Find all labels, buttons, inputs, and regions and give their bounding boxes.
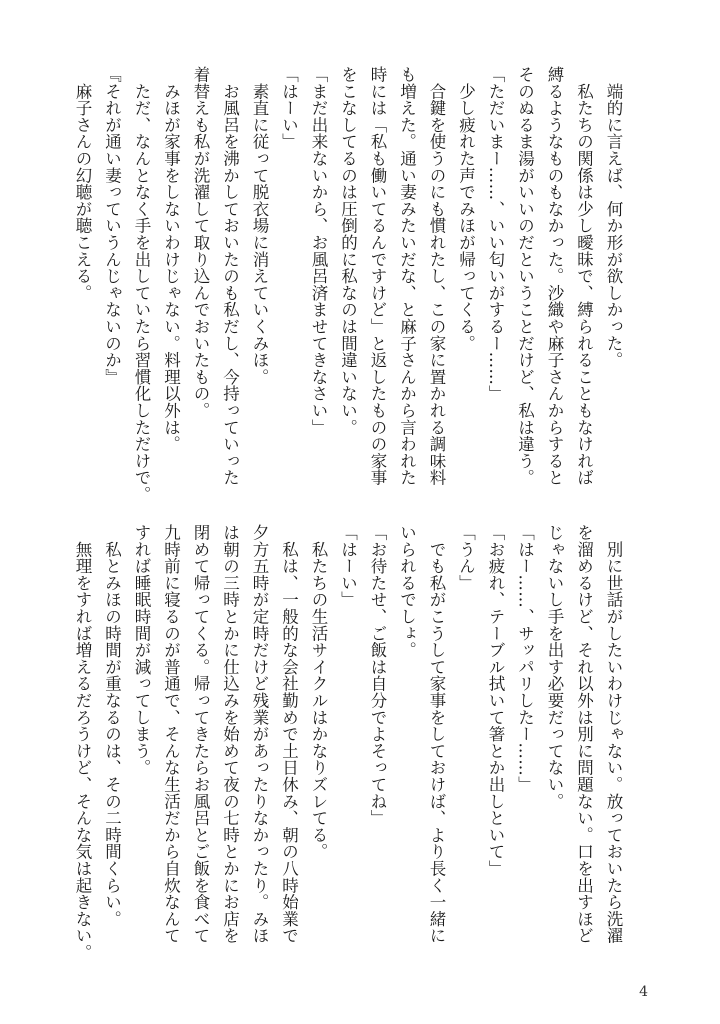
text-line: 「はー……、サッパリしたー……」 (515, 524, 535, 793)
text-line: 合鍵を使うのにも慣れたし、この家に置かれる調味料 (427, 66, 446, 486)
text-line: 私とみほの時間が重なるのは、その二時間くらい。 (102, 524, 122, 928)
text-line: 私たちの関係は少し曖昧で、縛られることもなければ (574, 66, 594, 486)
text-line: 九時前に寝るのが普通で、そんな生活だから自炊なんて (161, 524, 181, 944)
text-line: 「お疲れ、テーブル拭いて箸とか出しといて」 (486, 524, 505, 877)
text-line: 縛るようなものもなかった。沙織や麻子さんからすると (545, 66, 564, 486)
text-line: 『それが通い妻っていうんじゃないのか』 (102, 66, 122, 386)
text-line: 素直に従って脱衣場に消えていくみほ。 (250, 66, 269, 386)
text-line: 「ただいまー……、いい匂いがするー……」 (486, 66, 505, 402)
text-line: 閉めて帰ってくる。帰ってきたらお風呂とご飯を食べて (191, 524, 210, 944)
text-line: でも私がこうして家事をしておけば、より長く一緒に (427, 524, 446, 944)
text-line: 少し疲れた声でみほが帰ってくる。 (456, 66, 476, 352)
text-line: 別に世話がしたいわけじゃない。放っておいたら洗濯 (604, 524, 623, 944)
text-line: ただ、なんとなく手を出していたら習慣化しただけで。 (132, 66, 151, 503)
text-line: みほが家事をしないわけじゃない。料理以外は。 (161, 66, 181, 453)
text-line: 「はーい」 (279, 66, 299, 150)
text-line: 私たちの生活サイクルはかなりズレてる。 (309, 524, 328, 860)
text-line: も増えた。通い妻みたいだな、と麻子さんから言われた (397, 66, 417, 486)
upper-text-block (68, 66, 629, 506)
lower-text-block (68, 524, 629, 964)
text-line: 「うん」 (456, 524, 476, 592)
text-line: 「まだ出来ないから、お風呂済ませてきなさい」 (309, 66, 328, 436)
text-line: 端的に言えば、何か形が欲しかった。 (604, 66, 623, 369)
text-line: 私は、一般的な会社勤めで土日休み、朝の八時始業で (279, 524, 299, 944)
text-line: そのぬるま湯がいいのだということだけど、私は違う。 (515, 66, 535, 486)
text-line: 夕方五時が定時だけど残業があったりなかったり。みほ (250, 524, 269, 944)
text-line: 時には「私も働いてるんですけど」と返したものの家事 (368, 66, 387, 486)
text-line: 「はーい」 (338, 524, 358, 608)
text-line: すれば睡眠時間が減ってしまう。 (132, 524, 151, 776)
text-line: 着替えも私が洗濯して取り込んでおいたもの。 (191, 66, 210, 419)
text-line: を溜めるけど、それ以外は別に問題ない。口を出すほど (574, 524, 594, 944)
text-line: 麻子さんの幻聴が聴こえる。 (73, 66, 92, 302)
text-line: いられるでしょ。 (397, 524, 417, 659)
text-line: 無理をすれば増えるだろうけど、そんな気は起きない。 (73, 524, 92, 961)
text-line: じゃないし手を出す必要だってない。 (545, 524, 564, 810)
page-number: 4 (639, 984, 648, 1000)
text-line: お風呂を沸かしておいたのも私だし、今持っていった (220, 66, 240, 486)
text-line: 「お待たせ、ご飯は自分でよそってね」 (368, 524, 387, 827)
text-line: は朝の三時とかに仕込みを始めて夜の七時とかにお店を (220, 524, 240, 944)
text-line: をこなしてるのは圧倒的に私なのは間違いない。 (338, 66, 358, 436)
